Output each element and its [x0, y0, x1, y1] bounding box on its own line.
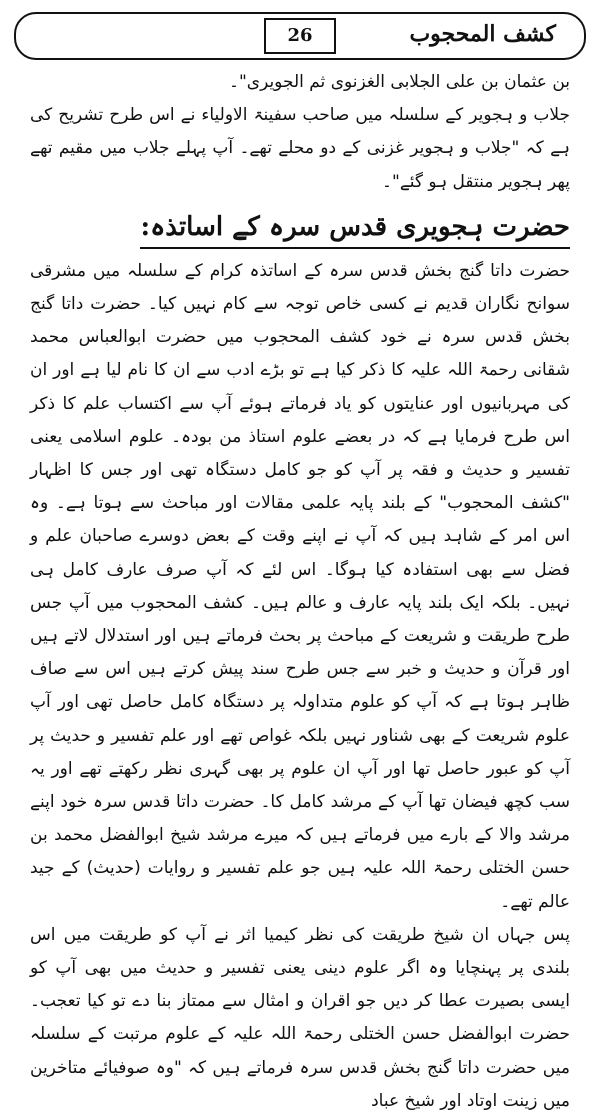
book-title: کشف المحجوب: [409, 21, 556, 47]
page-header: [14, 12, 586, 60]
paragraph-intro-1: بن عثمان بن علی الجلابی الغزنوی ثم الجویری"۔: [228, 72, 570, 92]
page-number: 26: [264, 18, 336, 54]
section-heading: حضرت ہجویری قدس سرہ کے اساتذہ:: [140, 207, 570, 249]
paragraph-intro-2: جلاب و ہجویر کے سلسلہ میں صاحب سفینۃ الاولیاء نے اس طرح تشریح کی ہے کہ "جلاب و ہجویر غزنی کے دو محلے تھے۔ آپ پہلے جلاب میں مقیم تھے پھر ہجویر منتقل ہو گئے"۔: [30, 105, 570, 192]
page-content: [30, 66, 570, 1111]
section-heading-wrap: [30, 199, 570, 255]
paragraph-body-2: پس جہاں ان شیخ طریقت کی نظر کیمیا اثر نے آپ کو طریقت میں اس بلندی پر پہنچایا وہ اگر علوم دینی یعنی تفسیر و حدیث میں بھی آپ کو ایسی بصیرت عطا کر دیں جو اقران و امثال سے ممتاز بنا دے تو کیا تعجب۔ حضرت ابوالفضل حسن الختلی رحمۃ اللہ علیہ کے علوم مرتبت کے سلسلہ میں حضرت داتا گنج بخش قدس سرہ فرماتے ہیں کہ "وہ صوفیائے متاخرین میں زینت اوتاد اور شیخ عباد: [30, 924, 570, 1111]
paragraph-body-1: حضرت داتا گنج بخش قدس سرہ کے اساتذہ کرام کے سلسلہ میں مشرقی سوانح نگاران قدیم نے کسی خاص توجہ سے کام نہیں کیا۔ حضرت داتا گنج بخش قدس سرہ نے خود کشف المحجوب میں حضرت ابوالعباس محمد شقانی رحمۃ اللہ علیہ کا ذکر کیا ہے تو بڑے ادب سے ان کا نام لیا ہے اور ان کی مہربانیوں اور عنایتوں کو یاد فرماتے ہوئے آپ سے اکتساب علم کا ذکر اس طرح فرمایا ہے کہ در بعضے علوم استاذ من بودہ۔ علوم اسلامی یعنی تفسیر و حدیث و فقہ پر آپ کو جو کامل دستگاہ تھی اور جس کا اظہار "کشف المحجوب" کے بلند پایہ علمی مقالات اور مباحث سے ہوتا ہے۔ وہ اس امر کے شاہد ہیں کہ آپ نے اپنے وقت کے بعض دوسرے صاحبان علم و فضل سے بھی استفادہ کیا ہوگا۔ اس لئے کہ آپ صرف عارف کامل ہی نہیں۔ بلکہ ایک بلند پایہ عارف و عالم ہیں۔ کشف المحجوب میں آپ جس طرح طریقت و شریعت کے مباحث پر بحث فرماتے ہیں اور استدلال لاتے ہیں اور قرآن و حدیث و خبر سے جس طرح سند پیش کرتے ہیں اس سے صاف ظاہر ہوتا ہے کہ آپ کو علوم متداولہ پر دستگاہ کامل حاصل تھی اور آپ علوم شریعت کے بھی شناور نہیں بلکہ غواص تھے اور علم تفسیر و حدیث پر آپ کو عبور حاصل تھا اور آپ ان علوم پر بھی گہری نظر رکھتے تھے اور یہ سب کچھ فیضان تھا آپ کے مرشد کامل کا۔ حضرت داتا قدس سرہ خود اپنے مرشد والا کے بارے میں فرماتے ہیں کہ میرے مرشد شیخ ابوالفضل محمد بن حسن الختلی رحمۃ اللہ علیہ ہیں جو علم تفسیر و روایات (حدیث) کے جید عالم تھے۔: [30, 260, 570, 912]
